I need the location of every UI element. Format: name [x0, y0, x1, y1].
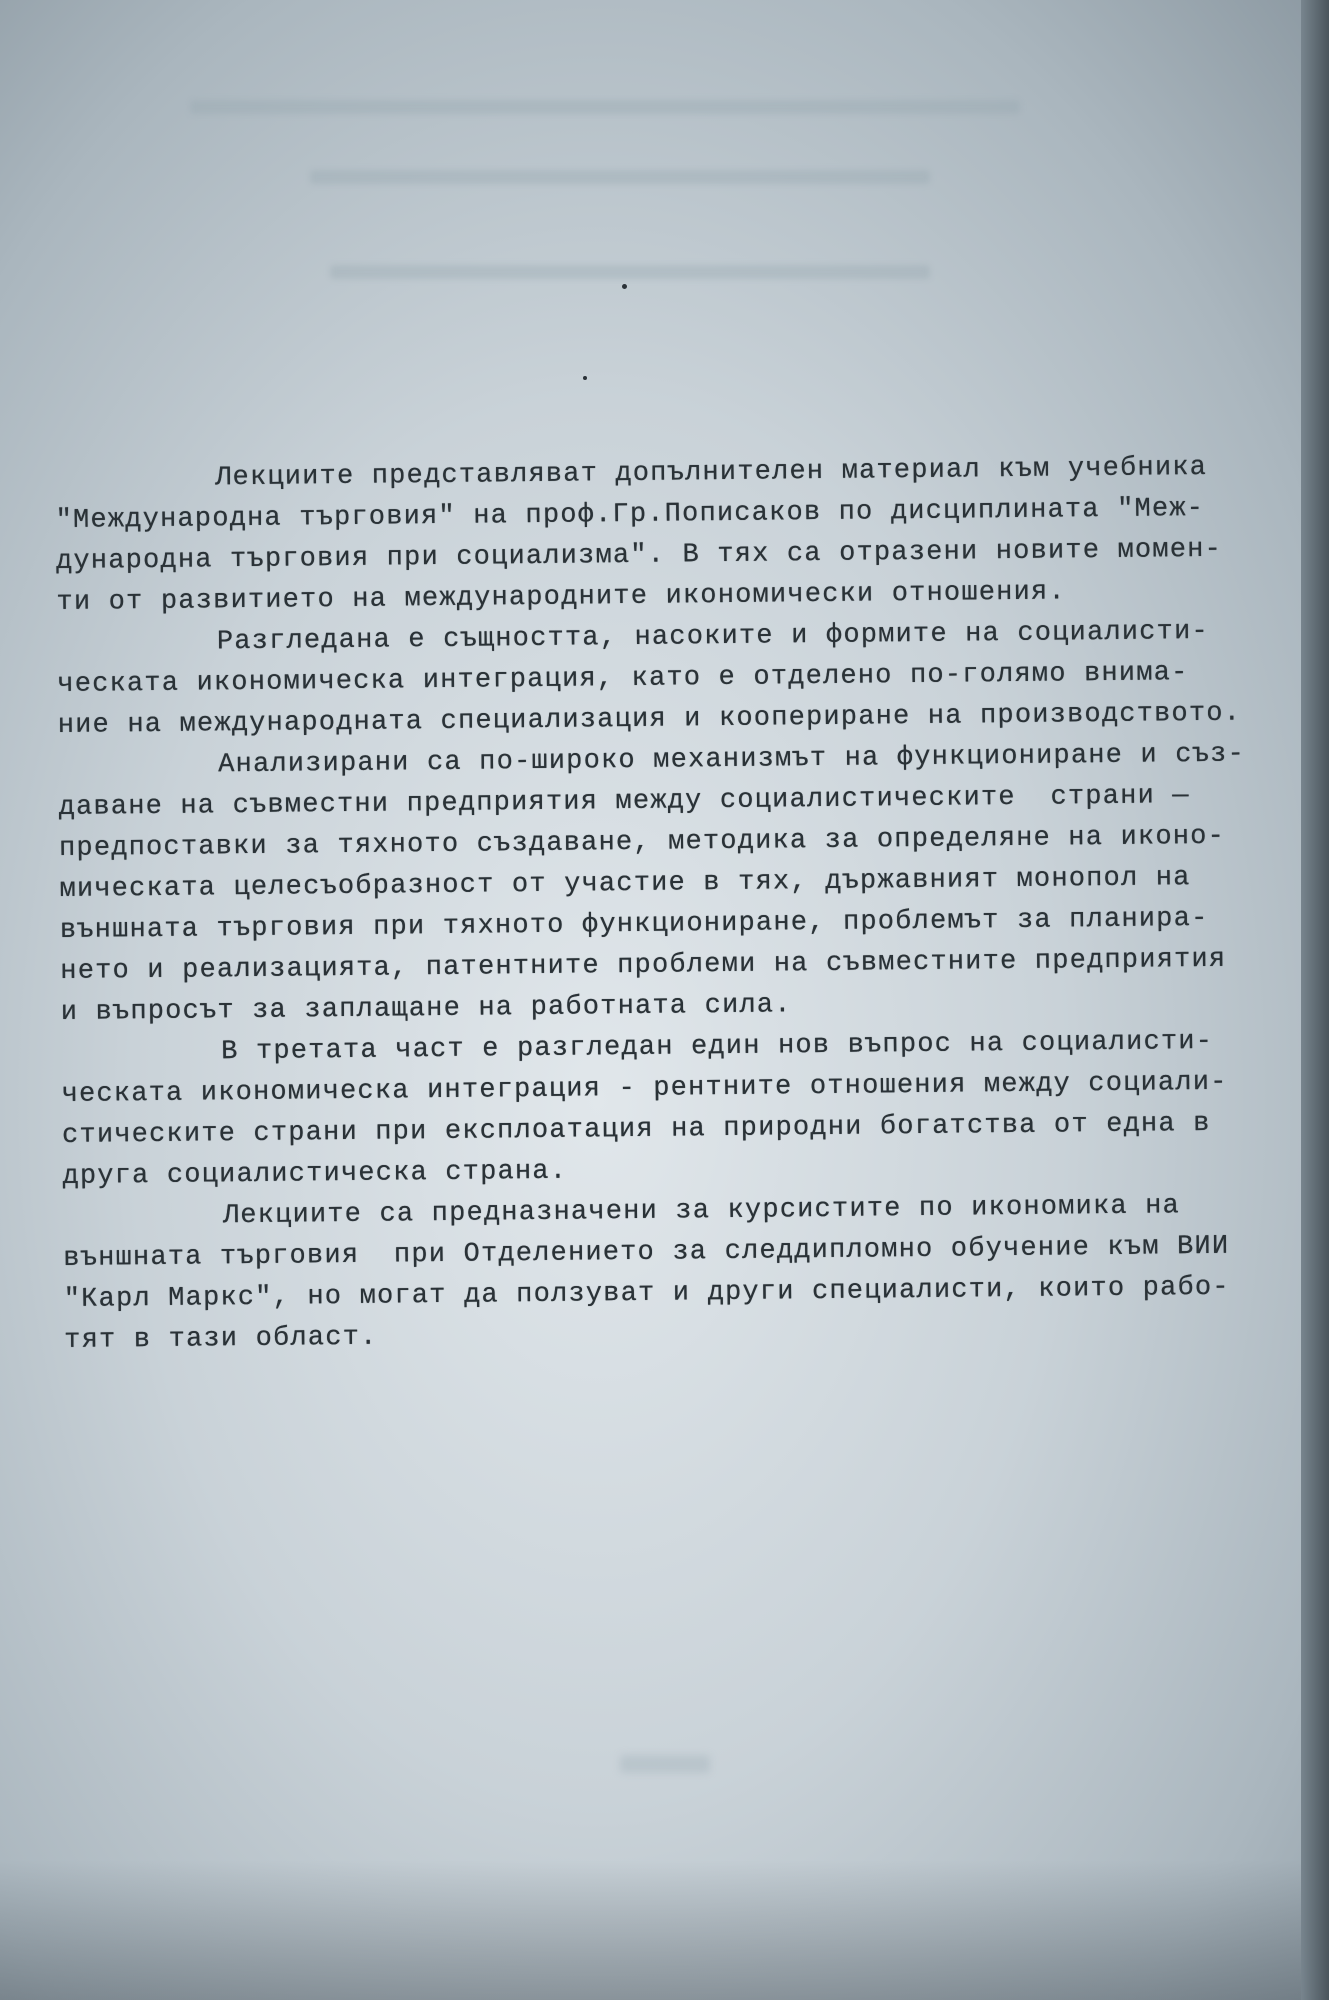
paragraph-1-line: "Международна търговия" на проф.Гр.Пописаков по дисциплината "Меж-	[55, 493, 1205, 536]
paragraph-5-line: тят в тази област.	[64, 1322, 378, 1356]
paragraph-3-line: даване на съвместни предприятия между социалистическите страни —	[58, 781, 1190, 823]
page-edge	[1301, 0, 1329, 2000]
bleed-through-text	[180, 90, 1060, 310]
paragraph-2-line: Разгледана е същността, насоките и формите на социалисти-	[216, 616, 1209, 658]
paragraph-2-line: ние на международната специализация и коопериране на производството.	[57, 698, 1242, 741]
paragraph-1-line: Лекциите представляват допълнителен материал към учебника	[215, 452, 1208, 494]
paragraph-1-line: дународна търговия при социализма". В тях са отразени новите момен-	[55, 534, 1223, 577]
bleed-through-line	[190, 100, 1020, 114]
bleed-through-page-number	[620, 1755, 710, 1773]
paragraph-3-line: Анализирани са по-широко механизмът на функциониране и съз-	[218, 739, 1246, 781]
typewritten-text	[55, 447, 1294, 1362]
paragraph-3-line: мическата целесъобразност от участие в тях, държавният монопол на	[59, 863, 1191, 905]
bleed-through-line	[310, 170, 930, 184]
paragraph-1-line: ти от развитието на международните икономически отношения.	[56, 577, 1066, 618]
paragraph-5-line: Лекциите са предназначени за курсистите по икономика на	[222, 1191, 1181, 1232]
paragraph-4-line: стическите страни при експлоатация на природни богатства от една в	[61, 1108, 1211, 1151]
paragraph-3-line: и въпросът за заплащане на работната сила.	[60, 990, 792, 1028]
paragraph-4-line: ческата икономическа интеграция - рентните отношения между социали-	[61, 1067, 1228, 1110]
ink-speck	[583, 376, 587, 380]
bleed-through-line	[330, 265, 930, 279]
paragraph-2-line: ческата икономическа интеграция, като е отделено по-голямо внима-	[57, 658, 1189, 700]
paragraph-3-line: външната търговия при тяхното функциониране, проблемът за планира-	[59, 903, 1209, 946]
paragraph-4-line: друга социалистическа страна.	[62, 1156, 568, 1192]
ink-speck	[622, 284, 627, 289]
paragraph-5-line: външната търговия при Отделението за следдипломно обучение към ВИИ	[63, 1231, 1230, 1274]
paragraph-3-line: предпоставки за тяхното създаване, методика за определяне на иконо-	[58, 821, 1226, 864]
paragraph-3-line: нето и реализацията, патентните проблеми на съвместните предприятия	[60, 944, 1227, 987]
paragraph-5-line: "Карл Маркс", но могат да ползуват и други специалисти, които рабо-	[63, 1272, 1230, 1315]
paragraph-4-line: В третата част е разгледан един нов въпрос на социалисти-	[221, 1026, 1214, 1068]
page-shadow	[0, 1860, 1329, 2000]
